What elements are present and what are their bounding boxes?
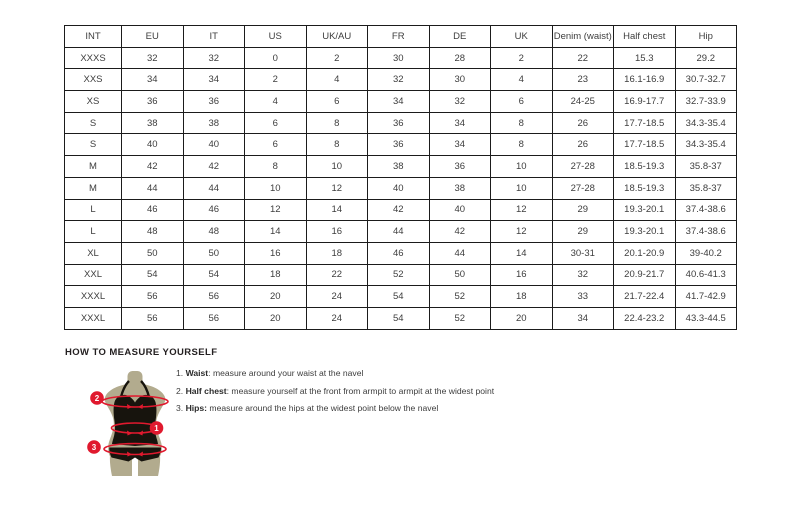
table-cell: 2 — [491, 47, 553, 69]
instruction-waist-label: Waist — [185, 368, 209, 378]
table-cell: 34 — [183, 69, 245, 91]
table-cell: 43.3-44.5 — [675, 307, 737, 329]
table-row — [65, 177, 737, 199]
table-cell: 44 — [368, 221, 430, 243]
table-cell: XXL — [65, 264, 122, 286]
table-cell: 41.7-42.9 — [675, 286, 737, 308]
table-cell: 38 — [429, 177, 491, 199]
table-cell: 32 — [429, 91, 491, 113]
table-cell: 6 — [491, 91, 553, 113]
column-header: Hip — [675, 26, 737, 48]
table-cell: L — [65, 199, 122, 221]
table-cell: 8 — [306, 112, 368, 134]
table-cell: 6 — [245, 112, 307, 134]
table-row — [65, 112, 737, 134]
table-cell: 54 — [122, 264, 184, 286]
table-cell: XXS — [65, 69, 122, 91]
table-cell: 36 — [183, 91, 245, 113]
table-row — [65, 307, 737, 329]
table-cell: 24-25 — [552, 91, 614, 113]
table-cell: 42 — [183, 156, 245, 178]
table-cell: 24 — [306, 286, 368, 308]
table-cell: 42 — [429, 221, 491, 243]
table-row — [65, 156, 737, 178]
table-cell: 8 — [491, 112, 553, 134]
table-cell: 16.9-17.7 — [614, 91, 676, 113]
table-cell: 17.7-18.5 — [614, 134, 676, 156]
waist-badge-number: 1 — [154, 424, 159, 433]
table-cell: 35.8-37 — [675, 177, 737, 199]
table-cell: 14 — [245, 221, 307, 243]
table-cell: 50 — [122, 242, 184, 264]
table-cell: 36 — [429, 156, 491, 178]
table-cell: 50 — [429, 264, 491, 286]
table-cell: 22.4-23.2 — [614, 307, 676, 329]
table-cell: 18 — [491, 286, 553, 308]
table-cell: 30-31 — [552, 242, 614, 264]
column-header: US — [245, 26, 307, 48]
table-cell: 12 — [245, 199, 307, 221]
table-cell: 40 — [368, 177, 430, 199]
half-chest-badge-number: 2 — [94, 394, 100, 403]
table-cell: L — [65, 221, 122, 243]
table-cell: 23 — [552, 69, 614, 91]
table-cell: 28 — [429, 47, 491, 69]
table-cell: 34 — [368, 91, 430, 113]
table-cell: 18 — [306, 242, 368, 264]
table-cell: XXXL — [65, 286, 122, 308]
column-header: UK — [491, 26, 553, 48]
table-row — [65, 199, 737, 221]
table-cell: XL — [65, 242, 122, 264]
table-cell: 42 — [122, 156, 184, 178]
table-cell: 6 — [245, 134, 307, 156]
instruction-half-chest-label: Half chest — [185, 385, 227, 396]
table-row — [65, 242, 737, 264]
table-cell: 10 — [491, 177, 553, 199]
table-cell: 27-28 — [552, 177, 614, 199]
table-cell: 20 — [491, 307, 553, 329]
table-cell: 19.3-20.1 — [614, 221, 676, 243]
table-cell: 10 — [491, 156, 553, 178]
table-cell: 12 — [491, 221, 553, 243]
hips-badge — [87, 440, 101, 454]
table-cell: M — [65, 177, 122, 199]
table-cell: 20.1-20.9 — [614, 242, 676, 264]
table-cell: 21.7-22.4 — [614, 286, 676, 308]
table-cell: 32 — [368, 69, 430, 91]
table-cell: 4 — [245, 91, 307, 113]
table-cell: 8 — [245, 156, 307, 178]
table-cell: 40.6-41.3 — [675, 264, 737, 286]
instruction-waist-text: : measure around your waist at the navel — [208, 368, 364, 378]
table-cell: 29 — [552, 199, 614, 221]
table-cell: 46 — [183, 199, 245, 221]
table-row — [65, 221, 737, 243]
table-cell: 29 — [552, 221, 614, 243]
table-cell: 30 — [368, 47, 430, 69]
table-row — [65, 286, 737, 308]
table-cell: 10 — [306, 156, 368, 178]
instruction-waist — [176, 368, 494, 378]
instruction-half-chest-text: : measure yourself at the front from armpit to armpit at the widest point — [226, 385, 495, 396]
table-cell: 52 — [368, 264, 430, 286]
table-cell: 29.2 — [675, 47, 737, 69]
table-cell: 44 — [429, 242, 491, 264]
table-cell: 16 — [306, 221, 368, 243]
table-cell: 4 — [306, 69, 368, 91]
table-cell: 18.5-19.3 — [614, 177, 676, 199]
table-body — [65, 47, 737, 329]
table-cell: 18 — [245, 264, 307, 286]
table-cell: 0 — [245, 47, 307, 69]
table-cell: 27-28 — [552, 156, 614, 178]
table-cell: 36 — [368, 134, 430, 156]
table-cell: 35.8-37 — [675, 156, 737, 178]
table-cell: 37.4-38.6 — [675, 199, 737, 221]
instruction-list — [176, 368, 494, 421]
table-cell: 33 — [552, 286, 614, 308]
table-cell: 56 — [122, 286, 184, 308]
table-cell: 8 — [491, 134, 553, 156]
table-header-row — [65, 26, 737, 48]
table-cell: 54 — [368, 286, 430, 308]
table-cell: 56 — [183, 286, 245, 308]
column-header: UK/AU — [306, 26, 368, 48]
table-cell: 50 — [183, 242, 245, 264]
table-cell: 16 — [491, 264, 553, 286]
table-cell: 54 — [183, 264, 245, 286]
table-cell: 2 — [245, 69, 307, 91]
instruction-hips-label: Hips: — [185, 403, 208, 413]
table-cell: 20 — [245, 307, 307, 329]
column-header: EU — [122, 26, 184, 48]
table-cell: 12 — [491, 199, 553, 221]
column-header: Denim (waist) — [552, 26, 614, 48]
instruction-waist-number: 1. — [176, 368, 186, 378]
table-cell: 38 — [122, 112, 184, 134]
table-cell: 14 — [306, 199, 368, 221]
table-row — [65, 69, 737, 91]
table-cell: 48 — [183, 221, 245, 243]
column-header: INT — [65, 26, 122, 48]
table-cell: 34 — [429, 134, 491, 156]
table-cell: 42 — [368, 199, 430, 221]
table-cell: 40 — [122, 134, 184, 156]
table-cell: XS — [65, 91, 122, 113]
table-row — [65, 91, 737, 113]
instruction-half-chest-number: 2. — [176, 385, 186, 396]
table-cell: 52 — [429, 307, 491, 329]
table-cell: 20.9-21.7 — [614, 264, 676, 286]
table-cell: 32.7-33.9 — [675, 91, 737, 113]
table-cell: XXXL — [65, 307, 122, 329]
table-cell: 34 — [552, 307, 614, 329]
table-cell: 46 — [122, 199, 184, 221]
mannequin-figure-svg — [83, 369, 188, 484]
size-chart-table — [64, 25, 737, 330]
measure-section-title: HOW TO MEASURE YOURSELF — [65, 347, 218, 358]
column-header: FR — [368, 26, 430, 48]
table-cell: 54 — [368, 307, 430, 329]
swimsuit-top — [112, 395, 158, 446]
table-cell: 56 — [122, 307, 184, 329]
table-cell: 38 — [368, 156, 430, 178]
table-cell: 34.3-35.4 — [675, 134, 737, 156]
table-cell: 20 — [245, 286, 307, 308]
table-cell: 36 — [122, 91, 184, 113]
table-cell: 6 — [306, 91, 368, 113]
waist-badge — [150, 421, 164, 435]
table-row — [65, 47, 737, 69]
table-cell: 44 — [122, 177, 184, 199]
table-cell: 16 — [245, 242, 307, 264]
column-header: DE — [429, 26, 491, 48]
table-row — [65, 264, 737, 286]
table-cell: 46 — [368, 242, 430, 264]
column-header: Half chest — [614, 26, 676, 48]
table-cell: 52 — [429, 286, 491, 308]
table-cell: 16.1-16.9 — [614, 69, 676, 91]
table-cell: 48 — [122, 221, 184, 243]
instruction-half-chest — [176, 386, 494, 396]
table-cell: 32 — [552, 264, 614, 286]
table-cell: M — [65, 156, 122, 178]
column-header: IT — [183, 26, 245, 48]
half-chest-badge — [90, 391, 104, 405]
table-cell: 24 — [306, 307, 368, 329]
table-cell: 26 — [552, 112, 614, 134]
table-cell: 32 — [183, 47, 245, 69]
table-cell: 8 — [306, 134, 368, 156]
table-row — [65, 134, 737, 156]
instruction-hips — [176, 403, 494, 413]
table-cell: 34 — [122, 69, 184, 91]
table-cell: 19.3-20.1 — [614, 199, 676, 221]
table-cell: 44 — [183, 177, 245, 199]
table-cell: 40 — [429, 199, 491, 221]
table-cell: 30.7-32.7 — [675, 69, 737, 91]
table-cell: 22 — [552, 47, 614, 69]
table-cell: 10 — [245, 177, 307, 199]
table-cell: 30 — [429, 69, 491, 91]
table-cell: 4 — [491, 69, 553, 91]
table-cell: 34 — [429, 112, 491, 134]
table-cell: S — [65, 134, 122, 156]
table-cell: S — [65, 112, 122, 134]
instruction-hips-number: 3. — [176, 403, 186, 413]
table-cell: XXXS — [65, 47, 122, 69]
mannequin-illustration — [83, 369, 188, 484]
table-cell: 22 — [306, 264, 368, 286]
table-cell: 34.3-35.4 — [675, 112, 737, 134]
table-cell: 39-40.2 — [675, 242, 737, 264]
hips-badge-number: 3 — [91, 443, 97, 452]
table-cell: 56 — [183, 307, 245, 329]
table-cell: 40 — [183, 134, 245, 156]
table-cell: 36 — [368, 112, 430, 134]
instruction-hips-text: measure around the hips at the widest point below the navel — [207, 403, 439, 413]
table-cell: 14 — [491, 242, 553, 264]
table-cell: 32 — [122, 47, 184, 69]
table-cell: 17.7-18.5 — [614, 112, 676, 134]
table-cell: 37.4-38.6 — [675, 221, 737, 243]
table-cell: 12 — [306, 177, 368, 199]
table-cell: 18.5-19.3 — [614, 156, 676, 178]
table-cell: 26 — [552, 134, 614, 156]
table-cell: 38 — [183, 112, 245, 134]
table-cell: 15.3 — [614, 47, 676, 69]
table-cell: 2 — [306, 47, 368, 69]
